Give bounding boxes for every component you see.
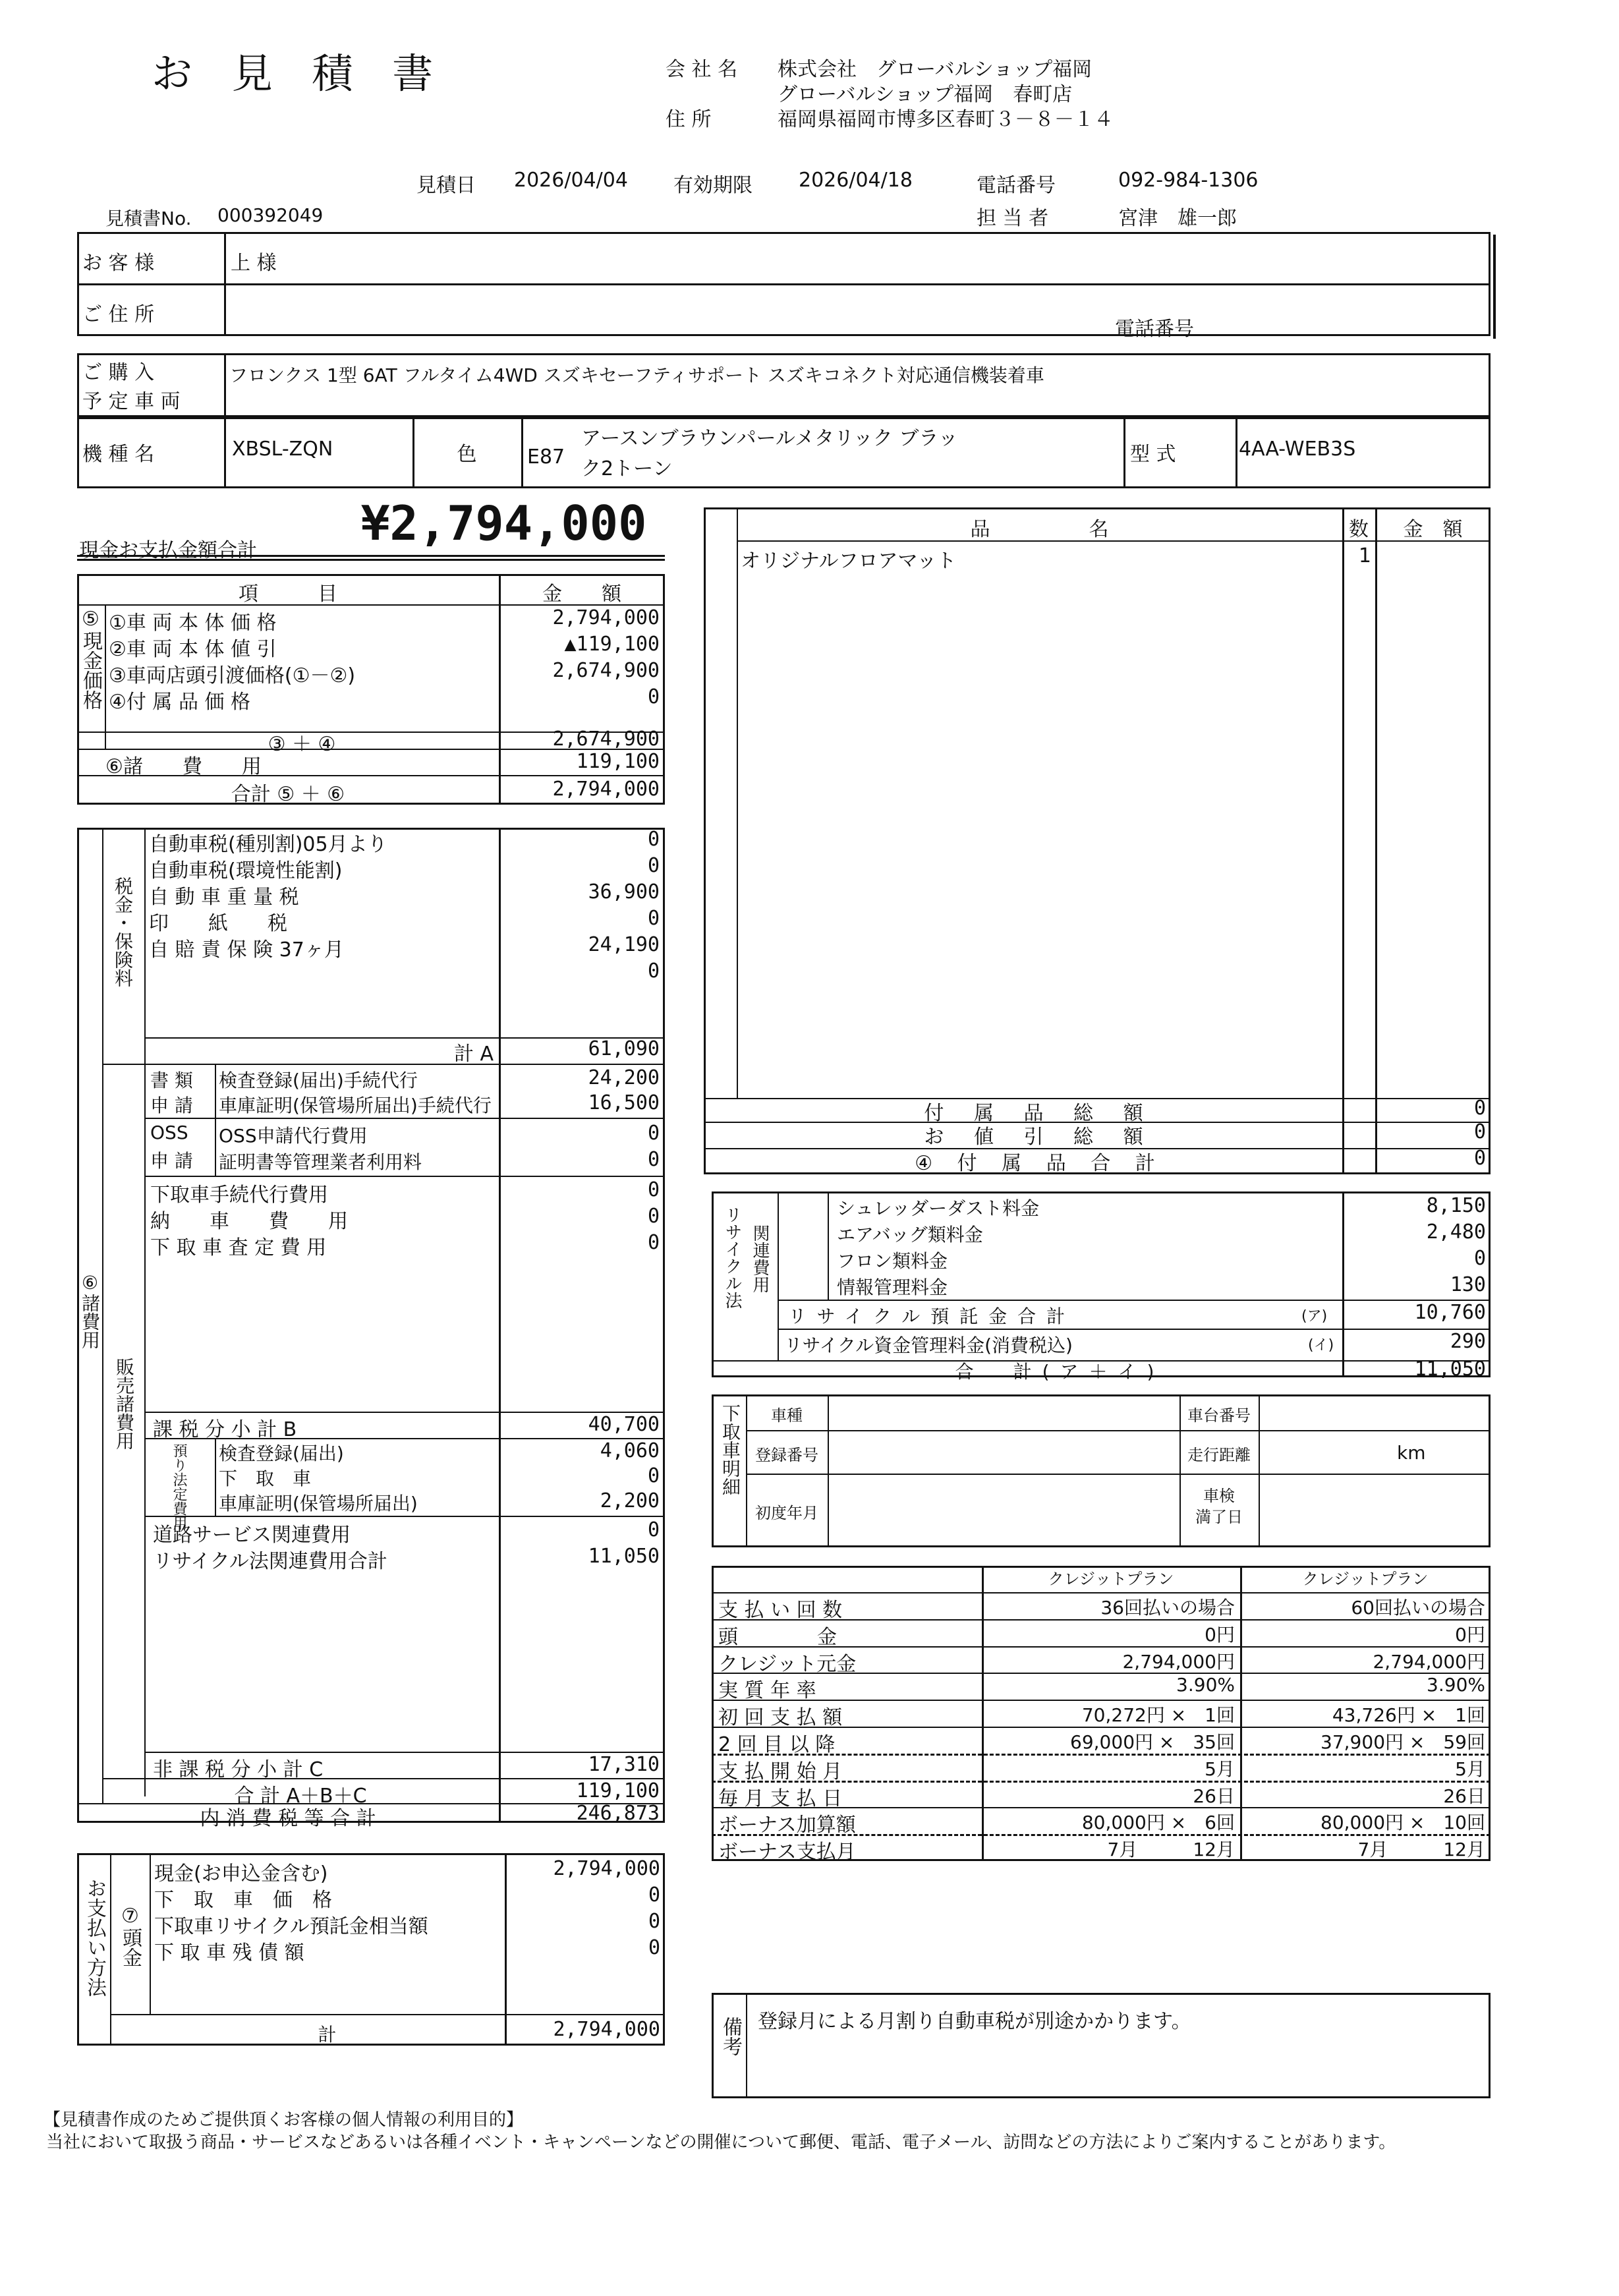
sum34-label: ③ ＋ ④ [268,733,336,756]
date-label: 見積日 [416,174,476,197]
item-row-qty: 1 [1358,544,1371,567]
tax-row-amount: 0 [647,854,660,877]
deposit-mark: (ア) [1301,1308,1328,1325]
credit-plan-2: クレジットプラン [1302,1570,1429,1588]
credit-row-value-1: 26日 [1193,1785,1235,1807]
doc-label-a: 書 類 [150,1070,193,1091]
vat-label: 内 消 費 税 等 合 計 [200,1807,376,1830]
credit-row-label: 毎 月 支 払 日 [718,1787,843,1810]
recycle-side2: 関連費用 [750,1224,770,1293]
misc-label: ⑥諸 費 用 [105,755,262,778]
color-code: E87 [527,445,565,469]
pay-row-amount: 0 [648,1883,660,1907]
dep-row-amount: 0 [647,1464,660,1487]
sumABC-amount: 119,100 [576,1779,660,1802]
pay-row-label: 下 取 車 残 債 額 [154,1941,304,1965]
items-table [704,507,1491,1174]
model-label: 機 種 名 [82,443,155,466]
doc-row-label: 車庫証明(保管場所届出)手続代行 [219,1095,492,1116]
other-row-label: 下 取 車 査 定 費 用 [150,1236,327,1259]
price-row-label: ②車 両 本 体 値 引 [109,638,277,661]
total-label: 現金お支払金額合計 [79,539,257,562]
credit-row-label: 支 払 い 回 数 [718,1599,843,1622]
road-row-label: リサイクル法関連費用合計 [153,1550,387,1573]
oss-row-label: 証明書等管理業者利用料 [219,1151,422,1173]
staff-label: 担 当 者 [977,207,1049,230]
acc-total: 0 [1473,1097,1486,1120]
tradein-inspect-label-1: 車検 [1203,1487,1235,1505]
customer-address-label: ご 住 所 [82,303,155,326]
credit-plan-1: クレジットプラン [1048,1570,1174,1588]
customer-name: 上 様 [231,252,277,275]
credit-row-value-1: 80,000円 × 6回 [1081,1812,1235,1833]
payment-side2: ⑦頭金 [119,1905,142,1967]
credit-row-value-2: 26日 [1443,1785,1485,1807]
recycle-row-label: 情報管理料金 [837,1277,948,1298]
deposit-side-label: 預り法定費用 [171,1443,187,1530]
deposit-amount: 10,760 [1414,1301,1486,1324]
mgmt-label: リサイクル資金管理料金(消費税込) [784,1335,1073,1356]
tax-row-label: 自 動 車 重 量 税 [149,886,299,909]
other-row-label: 下取車手続代行費用 [150,1184,328,1207]
vehicle-name: フロンクス 1型 6AT フルタイム4WD スズキセーフティサポート スズキコネクト対応通信機装着車 [229,364,1044,386]
oss-row-amount: 0 [647,1122,660,1145]
price-side-label: ⑤現金価格 [79,608,102,710]
price-row-amount: 2,674,900 [552,659,660,682]
price-row-label: ④付 属 品 価 格 [109,691,251,714]
items-header-amount: 金 額 [1403,518,1463,541]
pay-row-label: 下取車リサイクル預託金相当額 [154,1915,428,1938]
sumA-amount: 61,090 [588,1037,660,1060]
vat-amount: 246,873 [576,1802,660,1825]
other-row-label: 納 車 費 用 [150,1210,348,1233]
tax-row-amount: 36,900 [588,880,660,904]
tel-label: 電話番号 [977,174,1056,197]
company-address-label: 住 所 [666,108,712,131]
fees-side-tax: 税金・保険料 [112,876,134,987]
oss-label-b: 申 請 [150,1150,193,1172]
items-header-qty: 数 [1349,518,1369,541]
pay-row-amount: 0 [648,1936,660,1959]
oss-row-amount: 0 [647,1148,660,1171]
pay-row-amount: 0 [648,1910,660,1933]
price-header-item: 項 目 [239,583,337,606]
tax-row-label: 自 賠 責 保 険 37ヶ月 [149,938,344,961]
payment-side-label: お支払い方法 [83,1878,106,1997]
items-sum-label: ④ 付 属 品 合 計 [915,1152,1164,1175]
credit-row-value-1: 69,000円 × 35回 [1070,1731,1235,1753]
company-address: 福岡県福岡市博多区春町３－８－１４ [778,108,1114,131]
credit-row-value-1: 2,794,000円 [1122,1651,1235,1673]
tradein-reg-label: 登録番号 [755,1446,818,1464]
credit-row-value-2: 2,794,000円 [1373,1651,1485,1673]
remarks-label: 備考 [719,2017,742,2056]
tradein-chassis-label: 車台番号 [1187,1406,1251,1425]
doc-row-label: 検査登録(届出)手続代行 [219,1070,418,1091]
tradein-first-label: 初度年月 [755,1504,818,1522]
misc-amount: 119,100 [576,750,660,773]
credit-row-value-1: 0円 [1205,1624,1235,1646]
fees-side-main: ⑥諸費用 [79,1272,101,1349]
tax-row-amount: 0 [647,828,660,851]
dep-row-label: 検査登録(届出) [219,1443,344,1464]
credit-row-label: 支 払 開 始 月 [718,1760,843,1783]
credit-row-value-1: 70,272円 × 1回 [1081,1704,1235,1726]
sumC-amount: 17,310 [588,1753,660,1776]
grand-label: 合計 ⑤ ＋ ⑥ [231,783,345,806]
price-row-label: ①車 両 本 体 価 格 [109,612,277,635]
items-sum: 0 [1473,1147,1486,1170]
credit-row-label: ボーナス支払月 [718,1841,856,1864]
other-row-amount: 0 [647,1231,660,1254]
tradein-inspect-label-2: 満了日 [1195,1508,1243,1526]
price-row-label: ③車両店頭引渡価格(①－②) [109,664,356,687]
credit-row-value-2: 5月 [1455,1758,1485,1780]
type-label: 型 式 [1130,443,1176,466]
item-row-name: オリジナルフロアマット [741,550,957,573]
price-row-amount: ▲119,100 [564,633,660,656]
credit-row-value-2: 43,726円 × 1回 [1332,1704,1485,1726]
privacy-body: 当社において取扱う商品・サービスなどあるいは各種イベント・キャンペーンなどの開催について郵便、電話、電子メール、訪問などの方法によりご案内することがあります。 [46,2133,1396,2152]
acc-total-label: 付 属 品 総 額 [924,1102,1155,1125]
credit-row-value-1: 3.90% [1176,1674,1235,1696]
price-header-amount: 金 額 [542,583,621,606]
dep-row-amount: 2,200 [600,1489,660,1512]
tradein-side-label: 下取車明細 [720,1404,741,1496]
credit-row-value-2: 37,900円 × 59回 [1321,1731,1485,1753]
estimate-no: 000392049 [217,204,324,226]
expiry-label: 有効期限 [673,174,753,197]
credit-row-value-2: 0円 [1455,1624,1485,1646]
sumB-label: 課 税 分 小 計 B [153,1418,297,1441]
payment-sum: 2,794,000 [553,2018,660,2041]
dep-row-label: 車庫証明(保管場所届出) [219,1493,418,1514]
tax-row-label: 印 紙 税 [149,912,287,935]
dep-row-label: 下 取 車 [219,1468,312,1489]
credit-row-label: ボーナス加算額 [718,1814,856,1837]
remarks-text: 登録月による月割り自動車税が別途かかります。 [758,2010,1191,2033]
disc-total-label: お 値 引 総 額 [924,1126,1155,1149]
tax-row-amount: 0 [647,907,660,930]
price-row-amount: 2,794,000 [552,606,660,629]
estimate-date: 2026/04/04 [514,169,628,192]
disc-total: 0 [1473,1120,1486,1143]
sumC-label: 非 課 税 分 小 計 C [153,1758,324,1781]
deposit-label: リサイクル預託金合計 [788,1306,1076,1327]
recycle-row-amount: 2,480 [1426,1220,1486,1244]
price-row-amount: 0 [647,685,660,708]
expiry-date: 2026/04/18 [799,169,913,192]
recycle-sum-label: 合 計(ア＋イ) [955,1361,1165,1383]
customer-name-label: お 客 様 [82,252,155,275]
other-row-amount: 0 [647,1178,660,1201]
doc-row-amount: 16,500 [588,1091,660,1114]
road-row-amount: 0 [647,1518,660,1541]
mgmt-mark: (イ) [1308,1337,1334,1354]
color-name-1: アースンブラウンパールメタリック ブラッ [581,427,958,450]
company-name-label: 会 社 名 [666,58,738,81]
credit-row-label: 初 回 支 払 額 [718,1706,843,1729]
road-row-amount: 11,050 [588,1545,660,1568]
staff-name: 宮津 雄一郎 [1118,207,1237,230]
road-row-label: 道路サービス関連費用 [153,1524,351,1547]
recycle-side-label: リサイクル法 [722,1206,742,1309]
grand-amount: 2,794,000 [552,778,660,801]
credit-row-label: クレジット元金 [718,1653,857,1676]
total-amount: ¥2,794,000 [361,496,647,551]
credit-row-label: 実 質 年 率 [718,1679,816,1702]
oss-row-label: OSS申請代行費用 [219,1125,368,1147]
tradein-mileage-unit: km [1397,1442,1426,1464]
estimate-no-label: 見積書No. [105,208,192,229]
recycle-row-amount: 130 [1450,1273,1486,1296]
tradein-car-label: 車種 [771,1406,803,1425]
company-tel: 092-984-1306 [1118,169,1259,192]
model-code: XBSL-ZQN [232,438,333,461]
doc-row-amount: 24,200 [588,1066,660,1089]
pay-row-label: 下 取 車 価 格 [154,1889,332,1912]
credit-row-value-2: 7月 12月 [1357,1839,1485,1860]
mgmt-amount: 290 [1450,1330,1486,1353]
sumA-label: 計 A [453,1043,494,1066]
sumABC-label: 合 計 A＋B＋C [234,1785,367,1808]
privacy-title: 【見積書作成のためご提供頂くお客様の個人情報の利用目的】 [43,2110,524,2130]
tradein-mileage-label: 走行距離 [1187,1446,1251,1464]
recycle-row-label: エアバッグ類料金 [837,1224,983,1246]
credit-row-value-2: 80,000円 × 10回 [1321,1812,1485,1833]
credit-row-label: 頭 金 [718,1626,837,1649]
recycle-row-label: シュレッダーダスト料金 [837,1197,1040,1219]
type-code: 4AA-WEB3S [1239,438,1356,461]
vehicle-label-1: ご 購 入 [82,361,155,384]
recycle-sum: 11,050 [1414,1358,1486,1381]
sumB-amount: 40,700 [588,1413,660,1436]
credit-row-value-1: 7月 12月 [1107,1839,1235,1860]
company-name: 株式会社 グローバルショップ福岡 [778,58,1093,81]
sum34-amount: 2,674,900 [552,728,660,751]
credit-row-label: 2 回 目 以 降 [718,1733,836,1756]
recycle-row-amount: 8,150 [1426,1194,1486,1217]
vehicle-label-2: 予 定 車 両 [82,390,181,413]
recycle-row-amount: 0 [1473,1247,1486,1270]
items-header-name: 品 名 [970,518,1109,541]
other-row-amount: 0 [647,1205,660,1228]
tax-row-amount: 0 [647,960,660,983]
customer-tel-label: 電話番号 [1115,318,1194,341]
oss-label-a: OSS [150,1122,188,1143]
color-name-2: ク2トーン [581,457,673,480]
credit-row-value-2: 3.90% [1427,1674,1485,1696]
credit-row-value-1: 36回払いの場合 [1100,1597,1235,1619]
dep-row-amount: 4,060 [600,1439,660,1462]
recycle-row-label: フロン類料金 [837,1250,948,1272]
pay-row-amount: 2,794,000 [553,1857,660,1880]
tax-row-amount: 24,190 [588,933,660,956]
credit-row-value-2: 60回払いの場合 [1351,1597,1485,1619]
company-branch: グローバルショップ福岡 春町店 [778,83,1073,106]
doc-label-b: 申 請 [150,1095,193,1116]
color-label: 色 [457,443,477,466]
tax-row-label: 自動車税(環境性能割) [149,859,343,882]
fees-side-sales: 販売諸費用 [113,1358,135,1450]
credit-row-value-1: 5月 [1205,1758,1235,1780]
payment-sum-label: 計 [318,2024,337,2046]
pay-row-label: 現金(お申込金含む) [154,1862,328,1885]
page-title: お 見 積 書 [152,49,447,98]
tax-row-label: 自動車税(種別割)05月より [149,833,387,856]
